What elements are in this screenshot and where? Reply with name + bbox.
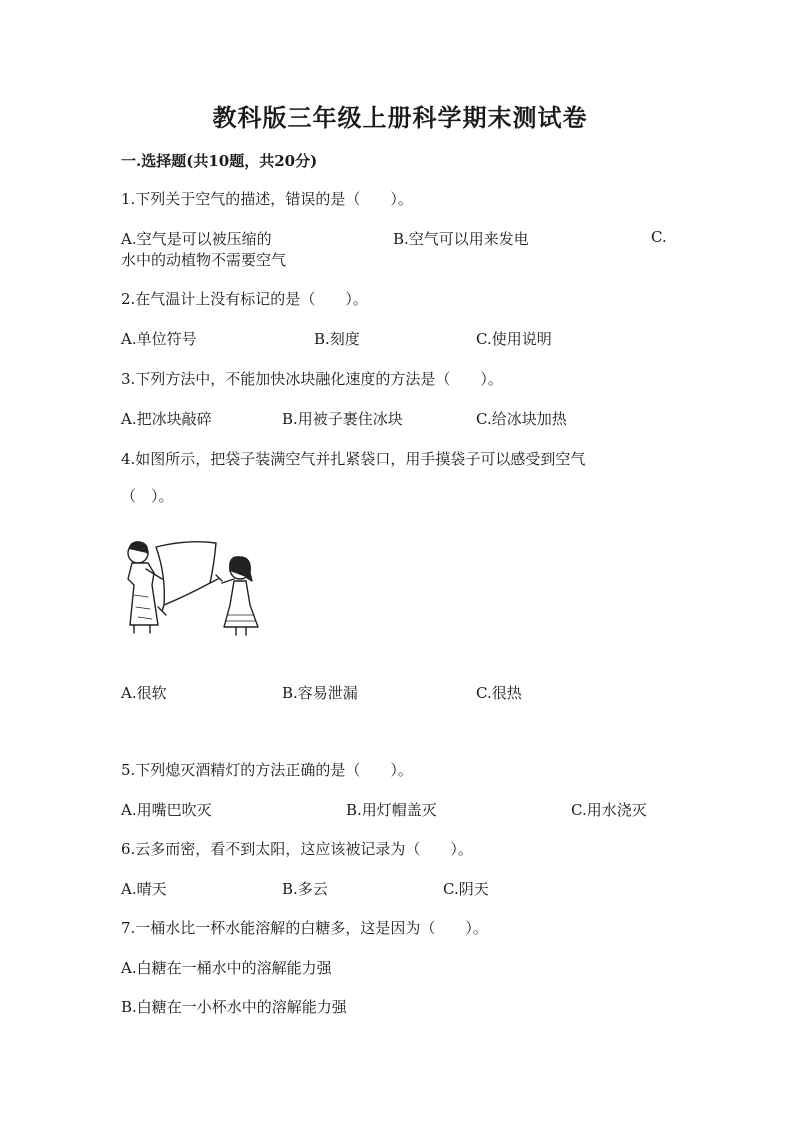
question-2-stem: 2.在气温计上没有标记的是（ ）。	[121, 290, 368, 308]
question-2-option-c[interactable]: C.使用说明	[476, 330, 552, 348]
question-5-option-c[interactable]: C.用水浇灭	[571, 801, 647, 819]
question-2-option-a[interactable]: A.单位符号	[121, 330, 197, 348]
question-1-option-a[interactable]: A.空气是可以被压缩的	[121, 230, 272, 248]
question-3-option-c[interactable]: C.给冰块加热	[476, 410, 567, 428]
question-1-option-b[interactable]: B.空气可以用来发电	[393, 230, 529, 248]
question-7-stem: 7.一桶水比一杯水能溶解的白糖多，这是因为（ ）。	[121, 919, 488, 937]
question-5-option-b[interactable]: B.用灯帽盖灭	[346, 801, 437, 819]
question-7-option-b[interactable]: B.白糖在一小杯水中的溶解能力强	[121, 998, 347, 1016]
question-4-option-c[interactable]: C.很热	[476, 684, 522, 702]
question-3-option-a[interactable]: A.把冰块敲碎	[121, 410, 212, 428]
question-4-option-b[interactable]: B.容易泄漏	[282, 684, 358, 702]
question-6-option-a[interactable]: A.晴天	[121, 880, 167, 898]
question-7-option-a[interactable]: A.白糖在一桶水中的溶解能力强	[121, 959, 332, 977]
question-3-stem: 3.下列方法中，不能加快冰块融化速度的方法是（ ）。	[121, 370, 503, 388]
question-5-stem: 5.下列熄灭酒精灯的方法正确的是（ ）。	[121, 761, 413, 779]
question-6-option-c[interactable]: C.阴天	[443, 880, 489, 898]
question-2-option-b[interactable]: B.刻度	[314, 330, 360, 348]
question-4-option-a[interactable]: A.很软	[121, 684, 167, 702]
question-4-stem: 4.如图所示，把袋子装满空气并扎紧袋口，用手摸袋子可以感受到空气	[121, 450, 586, 468]
question-1-stem: 1.下列关于空气的描述，错误的是（ ）。	[121, 190, 413, 208]
bag-of-air-illustration	[118, 535, 293, 640]
question-6-stem: 6.云多而密，看不到太阳，这应该被记录为（ ）。	[121, 840, 473, 858]
question-1-option-c-text: 水中的动植物不需要空气	[121, 251, 287, 269]
question-1-option-c[interactable]: C.	[651, 228, 667, 246]
question-3-option-b[interactable]: B.用被子裹住冰块	[282, 410, 403, 428]
question-4-stem-continued: （ ）。	[121, 487, 174, 505]
section-heading: 一.选择题(共10题，共20分)	[121, 152, 318, 170]
question-5-option-a[interactable]: A.用嘴巴吹灭	[121, 801, 212, 819]
question-6-option-b[interactable]: B.多云	[282, 880, 328, 898]
page-title: 教科版三年级上册科学期末测试卷	[212, 103, 588, 132]
